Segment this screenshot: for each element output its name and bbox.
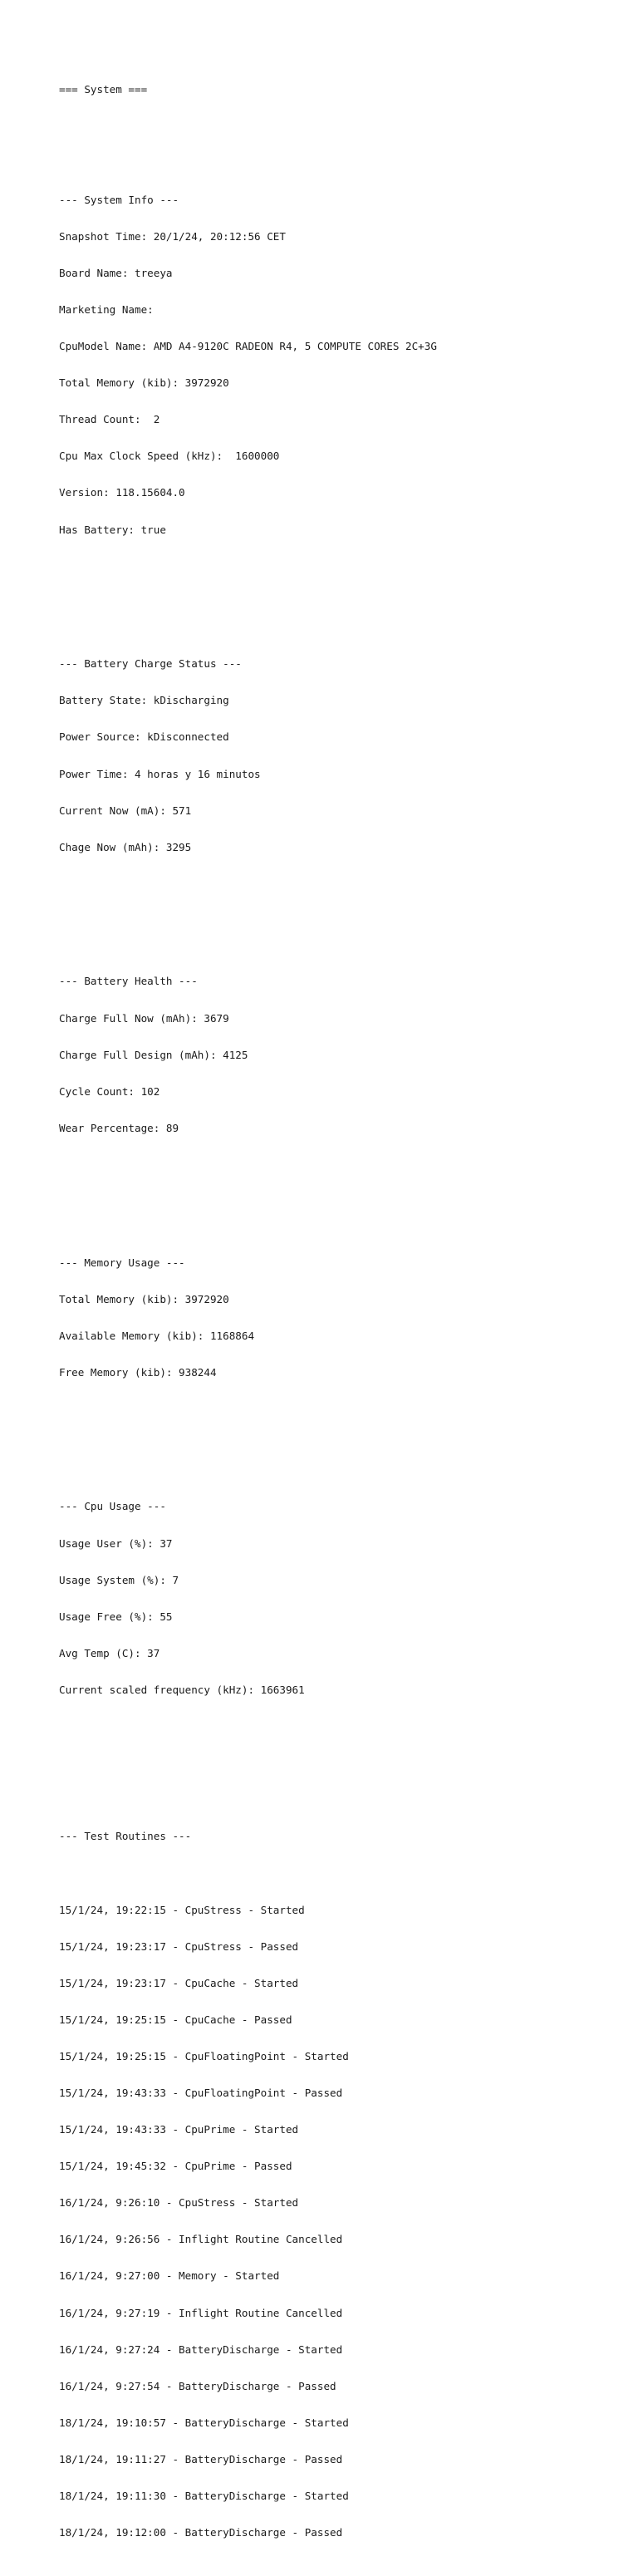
routine-log-line: 15/1/24, 19:22:15 - CpuStress - Started [59, 1903, 305, 1916]
section-header: --- Battery Health --- [59, 975, 198, 988]
memory-usage-section [59, 1232, 632, 1404]
routine-log-line: 15/1/24, 19:23:17 - CpuCache - Started [59, 1976, 299, 1989]
routine-log-line: 15/1/24, 19:25:15 - CpuFloatingPoint - Started [59, 2049, 349, 2062]
info-line: Total Memory (kib): 3972920 [59, 1292, 229, 1305]
info-line: CpuModel Name: AMD A4-9120C RADEON R4, 5 COMPUTE CORES 2C+3G [59, 340, 437, 353]
blank-line [59, 585, 632, 597]
info-line: Power Source: kDisconnected [59, 730, 229, 744]
routine-log-line: 15/1/24, 19:43:33 - CpuPrime - Started [59, 2123, 299, 2136]
info-line: Marketing Name: [59, 302, 154, 316]
info-line: Board Name: treeya [59, 266, 173, 279]
document-title: === System === [59, 83, 148, 96]
routine-log-line: 18/1/24, 19:11:30 - BatteryDischarge - Started [59, 2490, 349, 2503]
info-line: Thread Count: 2 [59, 413, 160, 426]
blank-line [59, 1428, 632, 1440]
routine-log-line: 18/1/24, 19:12:00 - BatteryDischarge - Passed [59, 2526, 343, 2539]
routine-log-line: 16/1/24, 9:27:00 - Memory - Started [59, 2269, 280, 2283]
blank-line [59, 1745, 632, 1769]
routine-log-line: 15/1/24, 19:43:33 - CpuFloatingPoint - Passed [59, 2087, 343, 2100]
battery-health-section [59, 951, 632, 1159]
info-line: Wear Percentage: 89 [59, 1121, 179, 1134]
info-line: Usage User (%): 37 [59, 1536, 173, 1550]
routine-log-line: 15/1/24, 19:25:15 - CpuCache - Passed [59, 2013, 292, 2026]
battery-charge-section [59, 634, 632, 878]
system-info-section [59, 170, 632, 560]
cpu-usage-section [59, 1477, 632, 1721]
section-header: --- Memory Usage --- [59, 1256, 185, 1269]
routine-log-line: 16/1/24, 9:26:56 - Inflight Routine Cancelled [59, 2233, 343, 2246]
info-line: Free Memory (kib): 938244 [59, 1365, 217, 1379]
info-line: Cycle Count: 102 [59, 1084, 160, 1098]
info-line: Available Memory (kib): 1168864 [59, 1329, 255, 1342]
section-header: --- System Info --- [59, 193, 179, 206]
routine-log-line: 16/1/24, 9:27:54 - BatteryDischarge - Passed [59, 2379, 336, 2392]
info-line: Chage Now (mAh): 3295 [59, 840, 192, 853]
test-routines-section [59, 1807, 632, 2564]
routine-log-line: 18/1/24, 19:11:27 - BatteryDischarge - Passed [59, 2452, 343, 2465]
info-line: Power Time: 4 horas y 16 minutos [59, 767, 261, 780]
info-line: Avg Temp (C): 37 [59, 1646, 160, 1659]
blank-line [59, 1183, 632, 1196]
info-line: Battery State: kDischarging [59, 694, 229, 707]
info-line: Cpu Max Clock Speed (kHz): 1600000 [59, 450, 280, 463]
info-line: Version: 118.15604.0 [59, 486, 185, 499]
routine-log-line: 15/1/24, 19:23:17 - CpuStress - Passed [59, 1939, 299, 1953]
blank-line [59, 121, 632, 134]
routine-log-line: 16/1/24, 9:26:10 - CpuStress - Started [59, 2196, 299, 2210]
info-line: Usage System (%): 7 [59, 1573, 179, 1586]
info-line: Has Battery: true [59, 523, 166, 536]
info-line: Charge Full Now (mAh): 3679 [59, 1011, 229, 1025]
routine-log-line: 16/1/24, 9:27:19 - Inflight Routine Cancelled [59, 2306, 343, 2319]
routine-log-line: 18/1/24, 19:10:57 - BatteryDischarge - Started [59, 2416, 349, 2429]
info-line: Total Memory (kib): 3972920 [59, 376, 229, 390]
section-header: --- Battery Charge Status --- [59, 657, 242, 671]
info-line: Charge Full Design (mAh): 4125 [59, 1048, 248, 1061]
section-header: --- Cpu Usage --- [59, 1500, 166, 1513]
routine-log-line: 15/1/24, 19:45:32 - CpuPrime - Passed [59, 2160, 292, 2173]
info-line: Current scaled frequency (kHz): 1663961 [59, 1683, 305, 1696]
routine-log-line: 16/1/24, 9:27:24 - BatteryDischarge - Started [59, 2342, 343, 2356]
blank-line [59, 902, 632, 915]
info-line: Usage Free (%): 55 [59, 1610, 173, 1623]
blank-line [59, 1867, 632, 1880]
info-line: Snapshot Time: 20/1/24, 20:12:56 CET [59, 229, 286, 243]
info-line: Current Now (mA): 571 [59, 804, 192, 817]
system-report-document [59, 60, 632, 2576]
section-header: --- Test Routines --- [59, 1830, 192, 1843]
